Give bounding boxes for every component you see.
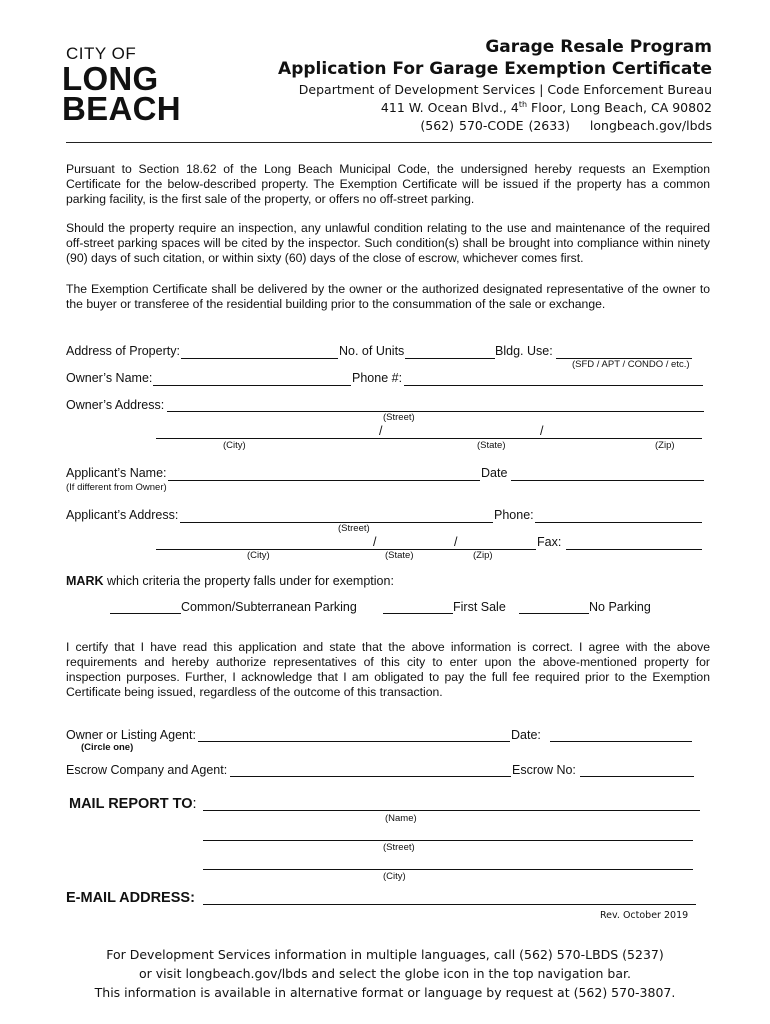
applicant-fax-field[interactable]	[566, 549, 702, 550]
escrow-company-field[interactable]	[230, 776, 511, 777]
applicant-date-field[interactable]	[511, 480, 704, 481]
revision-date: Rev. October 2019	[600, 910, 689, 921]
owner-phone-field[interactable]	[404, 385, 703, 386]
long-logo-text: LONG	[62, 60, 159, 97]
certification-paragraph: I certify that I have read this application and state that the above information is correct. I agree with the above requirements and hereby authorize representatives of this city to enter upon the above-mentioned property for inspection purposes. Further, I acknowledge that I am obligated to pay the full fee required prior to the Exemption Certificate being issued, regardless of the outcome of this transaction.	[66, 640, 710, 699]
owner-city-caption: (City)	[223, 440, 246, 451]
owner-or-agent-label: Owner or Listing Agent:	[66, 728, 196, 742]
footer-alt-format-line: This information is available in alternative format or language by request at (562) 570-3807.	[94, 985, 676, 1000]
owners-name-label: Owner’s Name:	[66, 371, 153, 385]
if-different-note: (If different from Owner)	[66, 482, 167, 493]
applicants-street-field[interactable]	[180, 522, 493, 523]
mail-city-field[interactable]	[203, 869, 693, 870]
owner-state-caption: (State)	[477, 440, 506, 451]
owner-or-agent-field[interactable]	[198, 741, 510, 742]
department-line: Department of Development Services | Code Enforcement Bureau	[298, 82, 712, 97]
mail-city-caption: (City)	[383, 871, 406, 882]
email-address-field[interactable]	[203, 904, 696, 905]
mail-street-caption: (Street)	[383, 842, 415, 853]
common-parking-checkbox[interactable]	[110, 613, 181, 614]
mail-name-caption: (Name)	[385, 813, 417, 824]
applicant-phone-label: Phone:	[494, 508, 534, 522]
mark-criteria-instruction: MARK which criteria the property falls under for exemption:	[66, 574, 394, 588]
no-parking-checkbox[interactable]	[519, 613, 589, 614]
escrow-company-label: Escrow Company and Agent:	[66, 763, 228, 777]
first-sale-label: First Sale	[453, 600, 506, 614]
address-line: 411 W. Ocean Blvd., 4th Floor, Long Beach, CA 90802	[380, 100, 712, 116]
applicants-name-label: Applicant’s Name:	[66, 466, 167, 480]
applicant-street-caption: (Street)	[338, 523, 370, 534]
city-of-logo-text: CITY OF	[66, 44, 137, 63]
applicant-slash-2: /	[454, 535, 458, 549]
mail-name-field[interactable]	[203, 810, 700, 811]
owner-street-caption: (Street)	[383, 412, 415, 423]
first-sale-checkbox[interactable]	[383, 613, 453, 614]
owner-slash-1: /	[379, 424, 383, 438]
common-parking-label: Common/Subterranean Parking	[181, 600, 357, 614]
owners-address-label: Owner’s Address:	[66, 398, 165, 412]
applicant-zip-caption: (Zip)	[473, 550, 493, 561]
applicant-state-caption: (State)	[385, 550, 414, 561]
no-of-units-label: No. of Units	[339, 344, 405, 358]
applicants-name-field[interactable]	[168, 480, 480, 481]
page-title: Application For Garage Exemption Certificate	[278, 59, 712, 79]
owners-name-field[interactable]	[153, 385, 351, 386]
circle-one-note: (Circle one)	[81, 742, 134, 753]
escrow-no-label: Escrow No:	[512, 763, 576, 777]
beach-logo-text: BEACH	[62, 90, 181, 127]
address-of-property-field[interactable]	[181, 358, 338, 359]
owner-zip-caption: (Zip)	[655, 440, 675, 451]
intro-paragraph: Pursuant to Section 18.62 of the Long Beach Municipal Code, the undersigned hereby requests an Exemption Certificate for the below-described property. The Exemption Certificate will be issued if the property has a common parking facility, is the first sale of the property, or offers no off-street parking.	[66, 162, 710, 206]
owner-phone-label: Phone #:	[352, 371, 403, 385]
website-link[interactable]: longbeach.gov/lbds	[589, 118, 712, 133]
applicants-address-label: Applicant’s Address:	[66, 508, 179, 522]
no-parking-label: No Parking	[589, 600, 651, 614]
header-divider	[66, 142, 712, 143]
program-title: Garage Resale Program	[485, 37, 712, 57]
signature-date-label: Date:	[511, 728, 541, 742]
owner-slash-2: /	[540, 424, 544, 438]
applicant-phone-field[interactable]	[535, 522, 702, 523]
applicant-date-label: Date	[481, 466, 508, 480]
mail-street-field[interactable]	[203, 840, 693, 841]
applicant-city-caption: (City)	[247, 550, 270, 561]
bldg-use-hint: (SFD / APT / CONDO / etc.)	[572, 359, 690, 370]
applicant-slash-1: /	[373, 535, 377, 549]
no-of-units-field[interactable]	[405, 358, 495, 359]
owners-city-state-zip-field[interactable]	[156, 438, 702, 439]
owners-street-field[interactable]	[167, 411, 704, 412]
mail-report-to-label: MAIL REPORT TO:	[69, 796, 197, 812]
footer-languages-line: For Development Services information in multiple languages, call (562) 570-LBDS (5237)	[106, 947, 664, 962]
contact-line: (562) 570-CODE (2633) longbeach.gov/lbds	[420, 118, 712, 133]
applicant-fax-label: Fax:	[537, 535, 562, 549]
delivery-paragraph: The Exemption Certificate shall be delivered by the owner or the authorized designated representative of the owner to the buyer or transferee of the residential building prior to the consummation of the sale or exchange.	[66, 282, 710, 311]
email-address-label: E-MAIL ADDRESS:	[66, 890, 195, 906]
bldg-use-label: Bldg. Use:	[495, 344, 553, 358]
address-of-property-label: Address of Property:	[66, 344, 180, 358]
escrow-no-field[interactable]	[580, 776, 694, 777]
footer-globe-line: or visit longbeach.gov/lbds and select the globe icon in the top navigation bar.	[138, 966, 631, 981]
inspection-paragraph: Should the property require an inspection, any unlawful condition relating to the use and maintenance of the required off-street parking spaces will be cited by the inspector. Such condition(s) shall be brought into compliance within ninety (90) days of such citation, or within sixty (60) days of the close of escrow, whichever comes first.	[66, 221, 710, 265]
signature-date-field[interactable]	[550, 741, 692, 742]
